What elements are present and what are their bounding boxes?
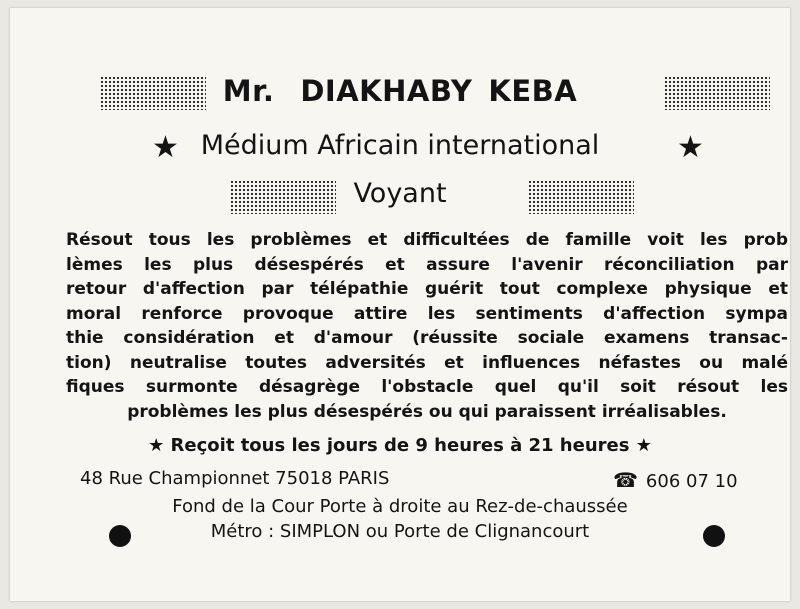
directions: Fond de la Cour Porte à droite au Rez-de-chaussée [172,496,628,517]
star-icon: ★ [148,435,165,456]
title-name: DIAKHABY [300,74,473,108]
address: 48 Rue Championnet 75018 PARIS [80,468,390,489]
description-line: tion) neutralise toutes adversités et influences néfastes ou malé [66,352,788,373]
description-text [66,228,788,424]
description-line: Résout tous les problèmes et difficultées de famille voit les prob [66,230,788,250]
phone-number: 606 07 10 [645,471,738,492]
phone [613,468,738,492]
description-line: thie considération et d'amour (réussite sociale examens transac- [66,328,788,348]
star-icon-right: ★ [677,130,704,165]
business-card [10,8,790,601]
description-line: lèmes les plus désespérés et assure l'avenir réconciliation par [66,254,788,275]
description-line: fiques surmonte désagrège l'obstacle quel qu'il soit résout les [66,377,788,397]
role-label: Voyant [353,178,447,209]
opening-hours-text: Reçoit tous les jours de 9 heures à 21 heures [170,435,630,456]
metro-info: Métro : SIMPLON ou Porte de Clignancourt [210,521,590,542]
telephone-icon: ☎ [613,468,638,492]
title-prefix: Mr. [222,74,275,108]
star-icon-left: ★ [152,130,179,165]
description-line: moral renforce provoque attire les sentiments d'affection sympa [66,303,788,324]
description-line: problèmes les plus désespérés ou qui paraissent irréalisables. [127,401,727,422]
title-given-name: KEBA [488,74,578,108]
bullet-dot-right [703,525,725,547]
star-icon: ★ [635,435,652,456]
bullet-dot-left [109,525,131,547]
card-title [10,74,790,108]
description-line: retour d'affection par télépathie guérit tout complexe physique et [66,279,788,299]
opening-hours [10,435,790,456]
subtitle: Médium Africain international [200,130,600,161]
